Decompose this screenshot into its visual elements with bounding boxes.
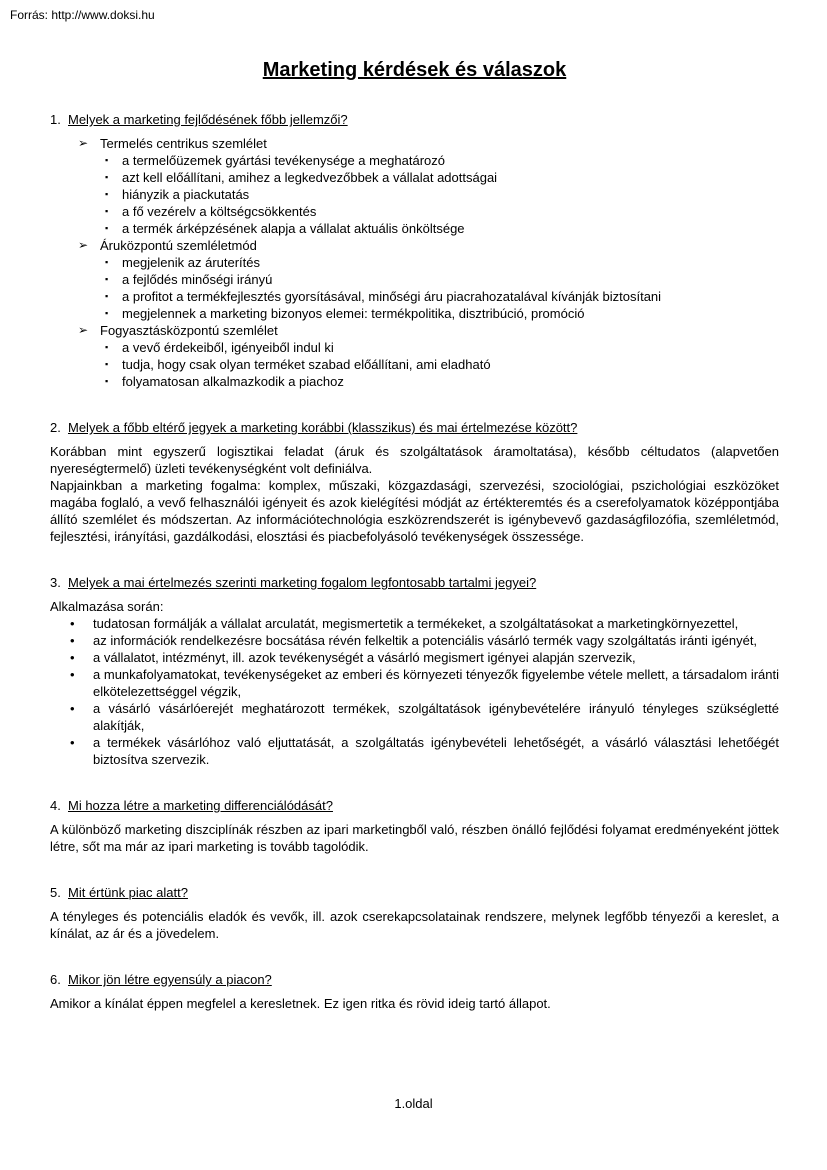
- group-label: [50, 135, 779, 152]
- list-item-text: a vásárló vásárlóerejét meghatározott termékek, szolgáltatások igénybevételére irányuló tényleges szükségletté alakítják,: [93, 701, 779, 733]
- list-item: [50, 734, 779, 768]
- list-item-text: tudja, hogy csak olyan terméket szabad előállítani, ami eladható: [122, 357, 491, 372]
- dot-bullet-icon: •: [70, 650, 75, 665]
- question-2: [50, 419, 779, 545]
- list-item-text: hiányzik a piackutatás: [122, 187, 250, 202]
- question-number: 1.: [50, 112, 61, 127]
- list-item: [50, 305, 779, 322]
- list-item-text: a termékek vásárlóhoz való eljuttatását, a szolgáltatás igénybevételi lehetőségét, a vásárló választási lehetőégét biztosítva szervezik.: [93, 735, 779, 767]
- arrow-bullet-icon: ➢: [78, 136, 89, 150]
- list-item-text: tudatosan formálják a vállalat arculatát, megismertetik a termékeket, a szolgáltatásokat a marketingkörnyezettel,: [93, 616, 739, 631]
- arrow-bullet-icon: ➢: [78, 323, 89, 337]
- question-title: Melyek a marketing fejlődésének főbb jellemzői?: [68, 112, 348, 127]
- group-label: [50, 237, 779, 254]
- answer-paragraph: Korábban mint egyszerű logisztikai feladat (áruk és szolgáltatások áramoltatása), később céltudatos (alapvetően nyereségtermelő) üzleti tevékenységként volt definiálva.: [50, 444, 779, 476]
- list-item-text: a fejlődés minőségi irányú: [122, 272, 273, 287]
- question-6: [50, 971, 779, 1012]
- source-header: Forrás: http://www.doksi.hu: [10, 8, 155, 22]
- list-item: [50, 152, 779, 169]
- question-number: 4.: [50, 798, 61, 813]
- dot-bullet-icon: •: [70, 667, 75, 682]
- question-heading: [50, 797, 779, 814]
- question-number: 3.: [50, 575, 61, 590]
- list-item: [50, 254, 779, 271]
- square-bullet-icon: ▪: [105, 155, 109, 165]
- list-item: [50, 356, 779, 373]
- list-item-text: azt kell előállítani, amihez a legkedvezőbbek a vállalat adottságai: [122, 170, 498, 185]
- group-label-text: Termelés centrikus szemlélet: [100, 136, 267, 151]
- list-item: [50, 271, 779, 288]
- question-heading: [50, 971, 779, 988]
- question-5: [50, 884, 779, 942]
- question-heading: [50, 419, 779, 436]
- question-heading: [50, 574, 779, 591]
- question-number: 2.: [50, 420, 61, 435]
- list-item-text: az információk rendelkezésre bocsátása révén felkeltik a potenciális vásárló termék vagy szolgáltatás iránti igényét,: [93, 633, 758, 648]
- answer-paragraph: Amikor a kínálat éppen megfelel a keresletnek. Ez igen ritka és rövid ideig tartó állapot.: [50, 996, 551, 1011]
- square-bullet-icon: ▪: [105, 308, 109, 318]
- list-item: [50, 649, 779, 666]
- question-title: Melyek a mai értelmezés szerinti marketing fogalom legfontosabb tartalmi jegyei?: [68, 575, 537, 590]
- list-item-text: a profitot a termékfejlesztés gyorsításával, minőségi áru piacrahozatalával kívánják biztosítani: [122, 289, 662, 304]
- question-title: Melyek a főbb eltérő jegyek a marketing korábbi (klasszikus) és mai értelmezése között?: [68, 420, 578, 435]
- question-heading: [50, 111, 779, 128]
- page-title: Marketing kérdések és válaszok: [262, 59, 567, 81]
- list-item-text: a termék árképzésének alapja a vállalat aktuális önköltsége: [122, 221, 465, 236]
- dot-bullet-icon: •: [70, 701, 75, 716]
- list-item: [50, 373, 779, 390]
- question-3: [50, 574, 779, 768]
- square-bullet-icon: ▪: [105, 274, 109, 284]
- list-item: [50, 615, 779, 632]
- list-item-text: folyamatosan alkalmazkodik a piachoz: [122, 374, 344, 389]
- list-item: [50, 186, 779, 203]
- square-bullet-icon: ▪: [105, 206, 109, 216]
- list-item: [50, 169, 779, 186]
- list-item-text: a vevő érdekeiből, igényeiből indul ki: [122, 340, 334, 355]
- answer-intro: Alkalmazása során:: [50, 599, 164, 614]
- square-bullet-icon: ▪: [105, 291, 109, 301]
- answer-paragraph: A különböző marketing diszciplínák részben az ipari marketingből való, részben önálló fejlődési folyamat eredményeként jöttek létre, sőt ma már az ipari marketing is tovább tagolódik.: [50, 822, 779, 854]
- question-title: Mikor jön létre egyensúly a piacon?: [68, 972, 272, 987]
- question-title: Mit értünk piac alatt?: [68, 885, 188, 900]
- page-footer: 1.oldal: [394, 1096, 433, 1111]
- group-label-text: Áruközpontú szemléletmód: [100, 238, 257, 253]
- list-item-text: megjelenik az áruterítés: [122, 255, 261, 270]
- list-item: [50, 666, 779, 700]
- dot-bullet-icon: •: [70, 735, 75, 750]
- answer-paragraph: A tényleges és potenciális eladók és vevők, ill. azok cserekapcsolatainak rendszere, melynek legfőbb tényezői a kereslet, a kínálat, az ár és a jövedelem.: [50, 909, 779, 941]
- group-label: [50, 322, 779, 339]
- square-bullet-icon: ▪: [105, 172, 109, 182]
- list-item: [50, 632, 779, 649]
- list-item-text: a vállalatot, intézményt, ill. azok tevékenységét a vásárló megismert igényei alapján szervezik,: [93, 650, 636, 665]
- square-bullet-icon: ▪: [105, 342, 109, 352]
- question-title: Mi hozza létre a marketing differenciálódását?: [68, 798, 333, 813]
- answer-paragraph: Napjainkban a marketing fogalma: komplex, műszaki, közgazdasági, szervezési, szociológiai, pszichológiai eszközöket magába foglaló, a vevő felhasználói igényeit és azok kielégítési módját az értékteremtés és a cserefolyamatok középpontjába állító szemlélet és módszertan. Az információtechnológia eszközrendszerét is igénybevevő gazdaságfilozófia, szemléletmód, fejlesztési, irányítási, gazdálkodási, elosztási és piacbefolyásoló tevékenységek összessége.: [50, 478, 779, 544]
- square-bullet-icon: ▪: [105, 359, 109, 369]
- list-item-text: megjelennek a marketing bizonyos elemei: termékpolitika, disztribúció, promóció: [122, 306, 585, 321]
- square-bullet-icon: ▪: [105, 189, 109, 199]
- arrow-bullet-icon: ➢: [78, 238, 89, 252]
- group-label-text: Fogyasztásközpontú szemlélet: [100, 323, 278, 338]
- dot-bullet-icon: •: [70, 633, 75, 648]
- list-item: [50, 220, 779, 237]
- question-4: [50, 797, 779, 855]
- list-item-text: a termelőüzemek gyártási tevékenysége a meghatározó: [122, 153, 446, 168]
- square-bullet-icon: ▪: [105, 223, 109, 233]
- list-item-text: a munkafolyamatokat, tevékenységeket az emberi és környezeti tényezők figyelembe vétele mellett, a társadalom iránti elkötelezettséggel végzik,: [93, 667, 779, 699]
- dot-bullet-icon: •: [70, 616, 75, 631]
- square-bullet-icon: ▪: [105, 376, 109, 386]
- list-item: [50, 339, 779, 356]
- list-item: [50, 288, 779, 305]
- list-item: [50, 203, 779, 220]
- question-1: [50, 111, 779, 390]
- question-number: 6.: [50, 972, 61, 987]
- question-number: 5.: [50, 885, 61, 900]
- square-bullet-icon: ▪: [105, 257, 109, 267]
- question-heading: [50, 884, 779, 901]
- list-item: [50, 700, 779, 734]
- list-item-text: a fő vezérelv a költségcsökkentés: [122, 204, 317, 219]
